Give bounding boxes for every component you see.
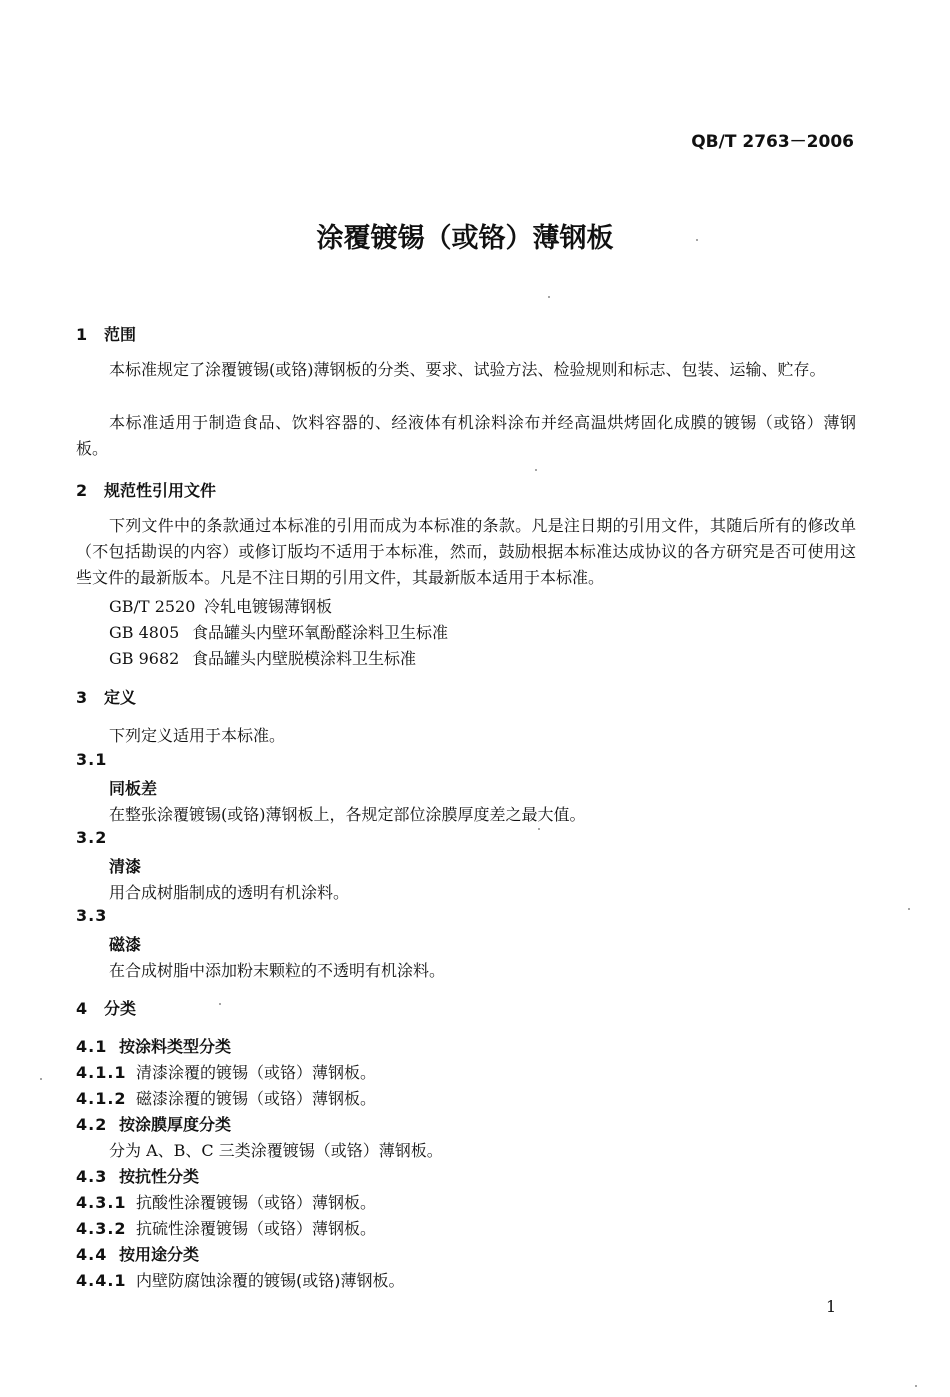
reference-item [109, 594, 332, 617]
reference-item [109, 620, 448, 643]
scan-speck [538, 828, 540, 830]
reference-name: 食品罐头内壁脱模涂料卫生标准 [192, 649, 417, 668]
section-title: 分类 [104, 999, 137, 1018]
scan-speck [548, 296, 550, 298]
definition-text: 在整张涂覆镀锡(或铬)薄钢板上，各规定部位涂膜厚度差之最大值。 [109, 805, 586, 824]
section-number: 3 [76, 688, 88, 707]
reference-code: GB/T 2520 [109, 597, 196, 616]
section-3-intro: 下列定义适用于本标准。 [109, 726, 286, 745]
standard-code: QB/T 2763－2006 [691, 132, 854, 152]
section-number: 1 [76, 325, 88, 344]
scan-speck [40, 1078, 42, 1080]
section-1-paragraph-1: 本标准规定了涂覆镀锡(或铬)薄钢板的分类、要求、试验方法、检验规则和标志、包装、运输、贮存。 [109, 360, 826, 379]
section-3-heading [76, 685, 136, 708]
reference-name: 食品罐头内壁环氧酚醛涂料卫生标准 [192, 623, 449, 642]
definition-number: 3.1 [76, 750, 108, 769]
definition-text: 在合成树脂中添加粉末颗粒的不透明有机涂料。 [109, 961, 446, 980]
section-title: 范围 [104, 325, 137, 344]
definition-term: 清漆 [109, 857, 142, 876]
definition-term: 同板差 [109, 779, 158, 798]
clause-4-4: 4.4 按用途分类 [76, 1245, 200, 1264]
document-title: 涂覆镀锡（或铬）薄钢板 [316, 223, 614, 254]
section-number: 4 [76, 999, 88, 1018]
section-4-heading [76, 996, 136, 1019]
section-1-heading [76, 322, 136, 345]
scan-speck [696, 239, 698, 241]
clause-4-2-text: 分为 A、B、C 三类涂覆镀锡（或铬）薄钢板。 [109, 1141, 443, 1160]
section-2-heading [76, 478, 216, 501]
clause-4-1-2: 4.1.2 磁漆涂覆的镀锡（或铬）薄钢板。 [76, 1089, 377, 1108]
section-number: 2 [76, 481, 88, 500]
scan-speck [915, 1385, 917, 1387]
clause-4-2: 4.2 按涂膜厚度分类 [76, 1115, 232, 1134]
scan-speck [535, 469, 537, 471]
clause-4-3-1: 4.3.1 抗酸性涂覆镀锡（或铬）薄钢板。 [76, 1193, 377, 1212]
clause-4-4-1: 4.4.1 内壁防腐蚀涂覆的镀锡(或铬)薄钢板。 [76, 1271, 405, 1290]
clause-4-1-1: 4.1.1 清漆涂覆的镀锡（或铬）薄钢板。 [76, 1063, 377, 1082]
reference-code: GB 9682 [109, 649, 180, 668]
clause-4-3-2: 4.3.2 抗硫性涂覆镀锡（或铬）薄钢板。 [76, 1219, 377, 1238]
definition-number: 3.3 [76, 906, 108, 925]
page-number: 1 [826, 1297, 837, 1316]
clause-4-1: 4.1 按涂料类型分类 [76, 1037, 232, 1056]
section-2-paragraph-1: 下列文件中的条款通过本标准的引用而成为本标准的条款。凡是注日期的引用文件，其随后所有的修改单（不包括勘误的内容）或修订版均不适用于本标准，然而，鼓励根据本标准达成协议的各方研究是否可使用这些文件的最新版本。凡是不注日期的引用文件，其最新版本适用于本标准。 [76, 516, 856, 587]
clause-4-3: 4.3 按抗性分类 [76, 1167, 200, 1186]
definition-term: 磁漆 [109, 935, 142, 954]
scan-speck [908, 908, 910, 910]
section-title: 定义 [104, 688, 137, 707]
definition-text: 用合成树脂制成的透明有机涂料。 [109, 883, 350, 902]
reference-item [109, 646, 416, 669]
section-1-paragraph-2: 本标准适用于制造食品、饮料容器的、经液体有机涂料涂布并经高温烘烤固化成膜的镀锡（或铬）薄钢板。 [76, 413, 856, 458]
reference-code: GB 4805 [109, 623, 180, 642]
reference-name: 冷轧电镀锡薄钢板 [204, 597, 333, 616]
definition-number: 3.2 [76, 828, 108, 847]
scan-speck [219, 1003, 221, 1005]
section-title: 规范性引用文件 [104, 481, 217, 500]
